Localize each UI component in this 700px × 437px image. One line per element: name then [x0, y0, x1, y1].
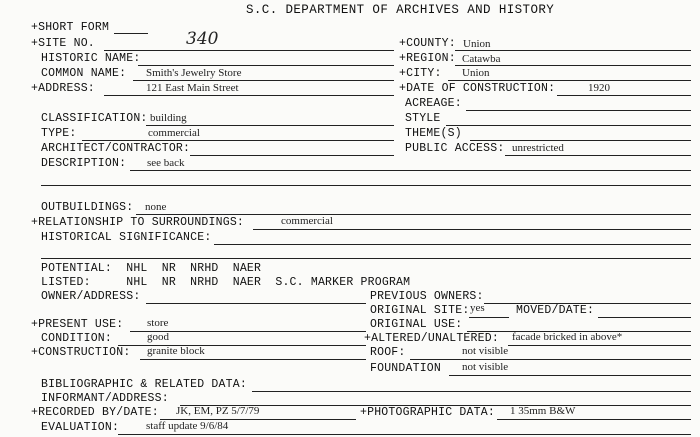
moved-date-label: MOVED/DATE: — [516, 304, 595, 317]
description-value: see back — [147, 157, 185, 169]
construction-value: granite block — [147, 345, 205, 357]
historic-name-line — [138, 65, 394, 66]
public-access-label: PUBLIC ACCESS: — [405, 142, 505, 155]
date-construction-line — [557, 95, 691, 96]
condition-label: CONDITION: — [41, 332, 113, 345]
classification-label: CLASSIFICATION: — [41, 112, 148, 125]
type-line — [82, 140, 394, 141]
present-use-value: store — [147, 317, 169, 329]
architect-label: ARCHITECT/CONTRACTOR: — [41, 142, 191, 155]
county-value: Union — [463, 38, 491, 50]
form-header-title: S.C. DEPARTMENT OF ARCHIVES AND HISTORY — [246, 3, 555, 17]
public-access-value: unrestricted — [512, 142, 564, 154]
address-value: 121 East Main Street — [146, 82, 239, 94]
outbuildings-line — [136, 214, 691, 215]
altered-value: facade bricked in above* — [512, 331, 623, 343]
roof-label: ROOF: — [370, 346, 406, 359]
date-construction-value: 1920 — [588, 82, 610, 94]
acreage-label: ACREAGE: — [405, 97, 462, 110]
architect-line — [190, 155, 394, 156]
site-no-label: +SITE NO. — [31, 37, 95, 50]
evaluation-line — [118, 434, 691, 435]
original-site-line — [469, 317, 509, 318]
photographic-line — [497, 419, 691, 420]
description-label: DESCRIPTION: — [41, 157, 127, 170]
photographic-label: +PHOTOGRAPHIC DATA: — [360, 406, 495, 419]
moved-date-line — [598, 317, 691, 318]
evaluation-label: EVALUATION: — [41, 421, 120, 434]
address-label: +ADDRESS: — [31, 82, 95, 95]
type-label: TYPE: — [41, 127, 77, 140]
owner-address-line — [146, 303, 366, 304]
original-site-value: yes — [470, 302, 485, 314]
potential-row: POTENTIAL: NHL NR NRHD NAER — [41, 262, 262, 275]
short-form-line — [114, 33, 148, 34]
foundation-value: not visible — [462, 361, 509, 373]
significance-line — [214, 244, 691, 245]
foundation-label: FOUNDATION — [370, 362, 442, 375]
description-line-2 — [41, 185, 691, 186]
construction-line — [140, 359, 366, 360]
site-no-line — [104, 50, 394, 51]
site-no-value: 340 — [186, 29, 219, 49]
construction-label: +CONSTRUCTION: — [31, 346, 131, 359]
relationship-value: commercial — [281, 215, 333, 227]
recorded-by-value: JK, EM, PZ 5/7/79 — [176, 405, 260, 417]
altered-label: +ALTERED/UNALTERED: — [364, 332, 499, 345]
county-label: +COUNTY: — [399, 37, 456, 50]
bibliographic-label: BIBLIOGRAPHIC & RELATED DATA: — [41, 378, 247, 391]
listed-row: LISTED: NHL NR NRHD NAER S.C. MARKER PROGRAM — [41, 276, 411, 289]
themes-line — [470, 140, 691, 141]
common-name-line — [133, 80, 394, 81]
common-name-value: Smith's Jewelry Store — [146, 67, 242, 79]
outbuildings-label: OUTBUILDINGS: — [41, 201, 134, 214]
significance-label: HISTORICAL SIGNIFICANCE: — [41, 231, 212, 244]
county-line — [455, 50, 691, 51]
bibliographic-line — [252, 391, 691, 392]
roof-line — [410, 359, 691, 360]
photographic-value: 1 35mm B&W — [510, 405, 576, 417]
city-label: +CITY: — [399, 67, 442, 80]
type-value: commercial — [148, 127, 200, 139]
style-line — [446, 125, 691, 126]
original-use-label: ORIGINAL USE: — [370, 318, 463, 331]
relationship-line — [253, 229, 691, 230]
significance-line-2 — [41, 258, 691, 259]
original-site-label: ORIGINAL SITE: — [370, 304, 470, 317]
address-line — [104, 95, 394, 96]
themes-label: THEME(S) — [405, 127, 462, 140]
public-access-line — [505, 155, 691, 156]
style-label: STYLE — [405, 112, 441, 125]
region-line — [455, 65, 691, 66]
acreage-line — [466, 110, 691, 111]
outbuildings-value: none — [145, 201, 167, 213]
region-label: +REGION: — [399, 52, 456, 65]
description-line — [130, 170, 691, 171]
city-value: Union — [462, 67, 490, 79]
evaluation-value: staff update 9/6/84 — [146, 420, 229, 432]
present-use-label: +PRESENT USE: — [31, 318, 124, 331]
region-value: Catawba — [462, 53, 501, 65]
common-name-label: COMMON NAME: — [41, 67, 127, 80]
historic-name-label: HISTORIC NAME: — [41, 52, 141, 65]
altered-line — [508, 345, 691, 346]
recorded-by-label: +RECORDED BY/DATE: — [31, 406, 159, 419]
city-line — [448, 80, 691, 81]
relationship-label: +RELATIONSHIP TO SURROUNDINGS: — [31, 216, 245, 229]
date-construction-label: +DATE OF CONSTRUCTION: — [399, 82, 556, 95]
condition-value: good — [147, 331, 169, 343]
roof-value: not visible — [462, 345, 509, 357]
short-form-label: +SHORT FORM — [31, 21, 110, 34]
classification-line — [146, 125, 394, 126]
owner-address-label: OWNER/ADDRESS: — [41, 290, 141, 303]
foundation-line — [449, 375, 691, 376]
informant-label: INFORMANT/ADDRESS: — [41, 392, 169, 405]
classification-value: building — [150, 112, 187, 124]
previous-owners-label: PREVIOUS OWNERS: — [370, 290, 484, 303]
